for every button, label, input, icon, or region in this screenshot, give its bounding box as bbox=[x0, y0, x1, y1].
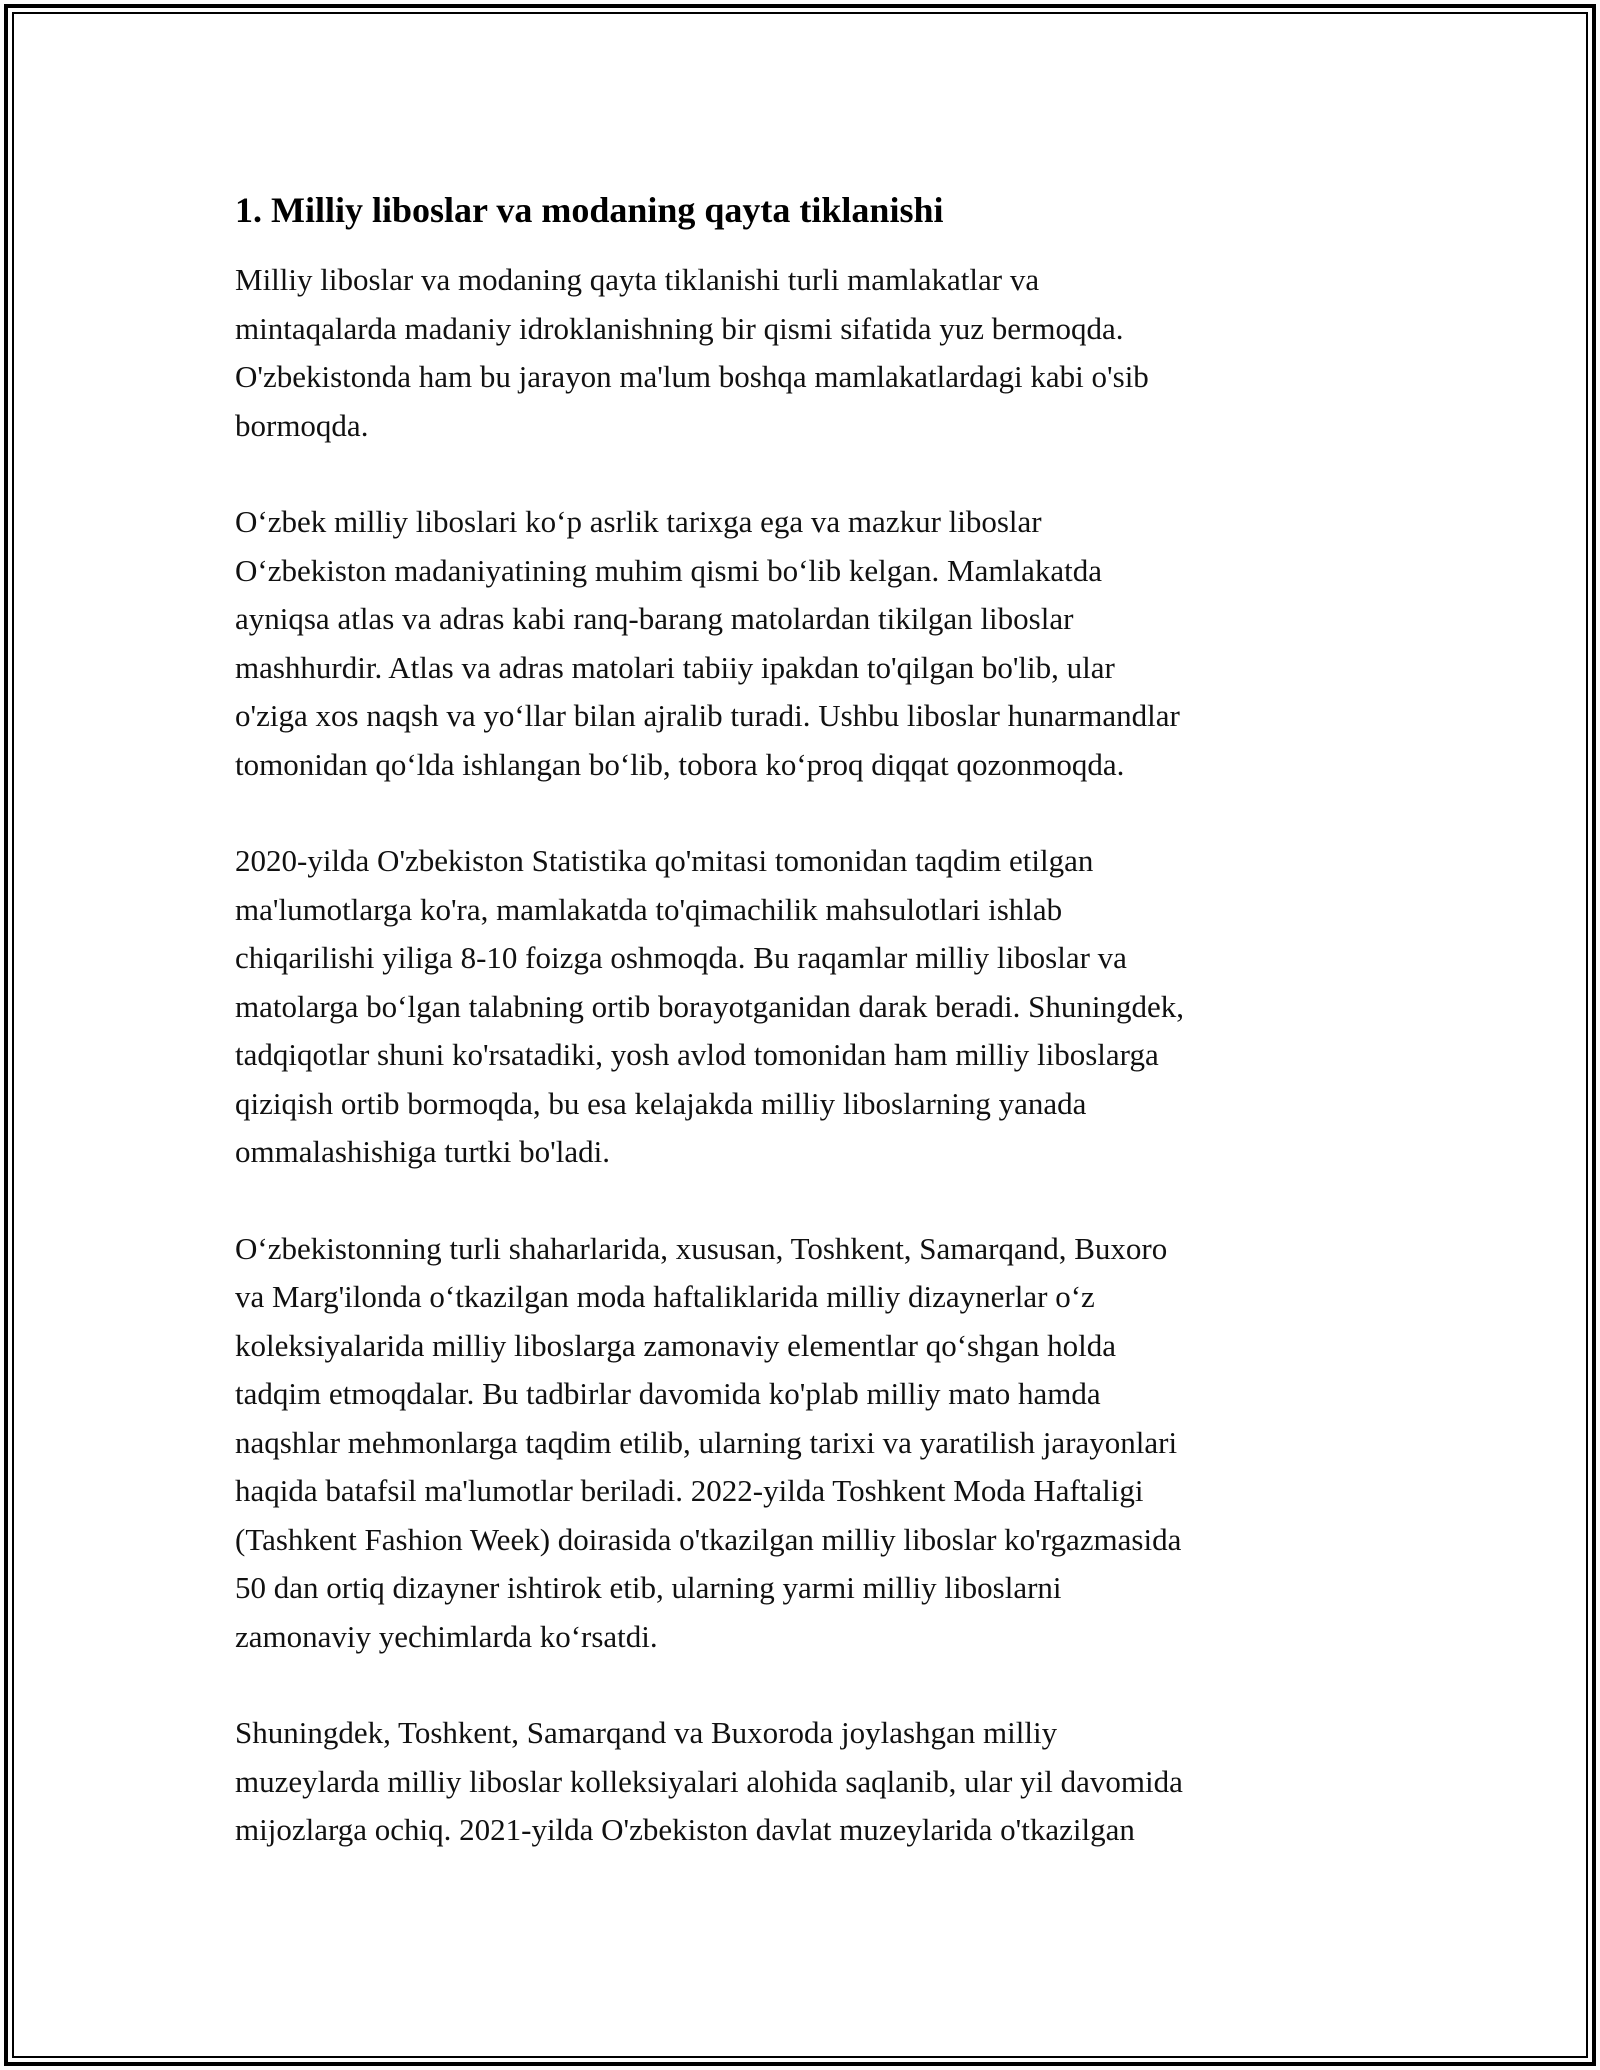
text-line: chiqarilishi yiliga 8-10 foizga oshmoqda. Bu raqamlar milliy liboslar va bbox=[235, 940, 1127, 975]
text-line: ayniqsa atlas va adras kabi ranq-barang matolardan tikilgan liboslar bbox=[235, 601, 1074, 636]
text-line: O‘zbek milliy liboslari ko‘p asrlik tarixga ega va mazkur liboslar bbox=[235, 504, 1042, 539]
text-line: (Tashkent Fashion Week) doirasida o'tkazilgan milliy liboslar ko'rgazmasida bbox=[235, 1521, 1182, 1557]
text-line: tadqiqotlar shuni ko'rsatadiki, yosh avlod tomonidan ham milliy liboslarga bbox=[235, 1037, 1159, 1072]
text-line: mijozlarga ochiq. 2021-yilda O'zbekiston davlat muzeylarida o'tkazilgan bbox=[235, 1812, 1135, 1847]
text-line: Milliy liboslar va modaning qayta tiklanishi turli mamlakatlar va bbox=[235, 262, 1040, 297]
paragraph-2 bbox=[235, 498, 1395, 789]
text-line: va Marg'ilonda o‘tkazilgan moda haftaliklarida milliy dizaynerlar o‘z bbox=[235, 1279, 1095, 1314]
text-line: Shuningdek, Toshkent, Samarqand va Buxoroda joylashgan milliy bbox=[235, 1715, 1058, 1750]
text-line: matolarga bo‘lgan talabning ortib borayotganidan darak beradi. Shuningdek, bbox=[235, 988, 1184, 1024]
text-line: 50 dan ortiq dizayner ishtirok etib, ularning yarmi milliy liboslarni bbox=[235, 1570, 1062, 1605]
text-line: tadqim etmoqdalar. Bu tadbirlar davomida ko'plab milliy mato hamda bbox=[235, 1376, 1101, 1411]
text-line: bormoqda. bbox=[235, 407, 369, 443]
text-line: tomonidan qo‘lda ishlangan bo‘lib, tobora ko‘proq diqqat qozonmoqda. bbox=[235, 746, 1125, 782]
text-line: 2020-yilda O'zbekiston Statistika qo'mitasi tomonidan taqdim etilgan bbox=[235, 843, 1094, 878]
text-line: naqshlar mehmonlarga taqdim etilib, ularning tarixi va yaratilish jarayonlari bbox=[235, 1424, 1178, 1460]
text-line: mashhurdir. Atlas va adras matolari tabiiy ipakdan to'qilgan bo'lib, ular bbox=[235, 649, 1115, 685]
paragraph-5 bbox=[235, 1709, 1395, 1855]
paragraph-1 bbox=[235, 256, 1395, 450]
text-line: O‘zbekistonning turli shaharlarida, xususan, Toshkent, Samarqand, Buxoro bbox=[235, 1230, 1168, 1266]
text-line: muzeylarda milliy liboslar kolleksiyalari alohida saqlanib, ular yil davomida bbox=[235, 1763, 1183, 1799]
text-line: zamonaviy yechimlarda ko‘rsatdi. bbox=[235, 1618, 658, 1654]
text-line: koleksiyalarida milliy liboslarga zamonaviy elementlar qo‘shgan holda bbox=[235, 1327, 1116, 1363]
text-line: ma'lumotlarga ko'ra, mamlakatda to'qimachilik mahsulotlari ishlab bbox=[235, 891, 1063, 927]
text-line: ommalashishiga turtki bo'ladi. bbox=[235, 1134, 610, 1169]
text-line: qiziqish ortib bormoqda, bu esa kelajakda milliy liboslarning yanada bbox=[235, 1085, 1087, 1121]
paragraph-4 bbox=[235, 1225, 1395, 1662]
text-line: O'zbekistonda ham bu jarayon ma'lum boshqa mamlakatlardagi kabi o'sib bbox=[235, 359, 1149, 394]
text-line: o'ziga xos naqsh va yo‘llar bilan ajralib turadi. Ushbu liboslar hunarmandlar bbox=[235, 698, 1180, 733]
text-line: haqida batafsil ma'lumotlar beriladi. 2022-yilda Toshkent Moda Haftaligi bbox=[235, 1473, 1144, 1508]
text-line: mintaqalarda madaniy idroklanishning bir qismi sifatida yuz bermoqda. bbox=[235, 310, 1124, 346]
text-line: O‘zbekiston madaniyatining muhim qismi bo‘lib kelgan. Mamlakatda bbox=[235, 552, 1102, 588]
document-body bbox=[235, 188, 1395, 1903]
section-heading: 1. Milliy liboslar va modaning qayta tiklanishi bbox=[235, 190, 944, 230]
paragraph-3 bbox=[235, 837, 1395, 1177]
